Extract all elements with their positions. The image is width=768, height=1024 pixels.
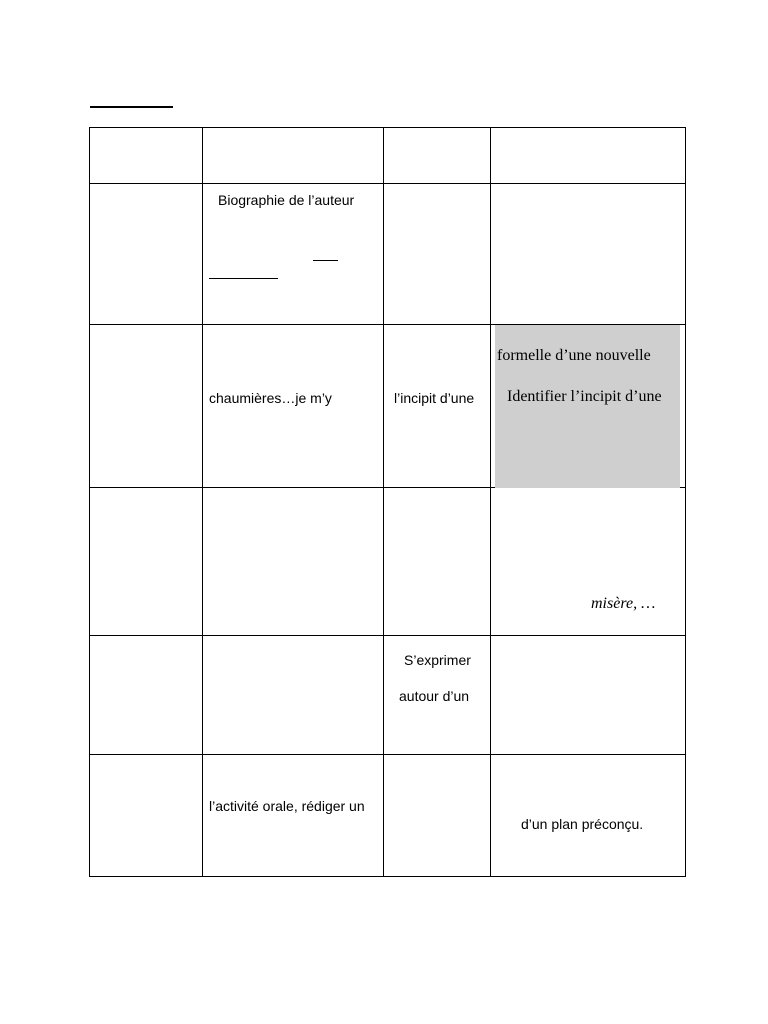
table-cell	[384, 325, 491, 488]
table-cell	[384, 636, 491, 755]
table-row	[90, 636, 686, 755]
table-cell	[203, 636, 384, 755]
table-cell	[203, 128, 384, 184]
text-fragment: Identifier l’incipit d’une	[507, 388, 662, 405]
table-row	[90, 488, 686, 636]
table-row	[90, 128, 686, 184]
text-fragment: misère, …	[591, 595, 656, 612]
table-cell	[491, 755, 686, 877]
text-fragment: chaumières…je m’y	[209, 390, 332, 406]
table-cell	[384, 488, 491, 636]
table-cell	[491, 184, 686, 325]
table-cell	[384, 184, 491, 325]
text-fragment: S’exprimer	[404, 652, 471, 668]
table-row	[90, 755, 686, 877]
table-cell	[203, 755, 384, 877]
title-underline	[90, 106, 173, 108]
lesson-table	[89, 127, 686, 877]
table-row	[90, 184, 686, 325]
text-fragment: l’activité orale, rédiger un	[209, 798, 365, 814]
table-row	[90, 325, 686, 488]
table-cell	[384, 128, 491, 184]
table-cell	[90, 636, 203, 755]
table-cell	[90, 128, 203, 184]
fill-blank-line	[209, 278, 278, 279]
table-cell	[203, 325, 384, 488]
text-fragment: d’un plan préconçu.	[521, 816, 644, 832]
table-cell	[203, 488, 384, 636]
text-fragment: formelle d’une nouvelle	[497, 347, 651, 364]
table-cell	[491, 325, 686, 488]
table-cell	[491, 488, 686, 636]
table-cell	[384, 755, 491, 877]
table-cell	[491, 128, 686, 184]
table-cell	[90, 755, 203, 877]
text-fragment: autour d’un	[399, 688, 470, 704]
table-cell	[203, 184, 384, 325]
table-cell	[90, 488, 203, 636]
author-biography-label: Biographie de l’auteur	[218, 192, 355, 208]
table-cell	[90, 184, 203, 325]
text-fragment: l’incipit d’une	[394, 390, 475, 406]
fill-blank-line	[313, 260, 338, 261]
table-cell	[90, 325, 203, 488]
table-cell	[491, 636, 686, 755]
